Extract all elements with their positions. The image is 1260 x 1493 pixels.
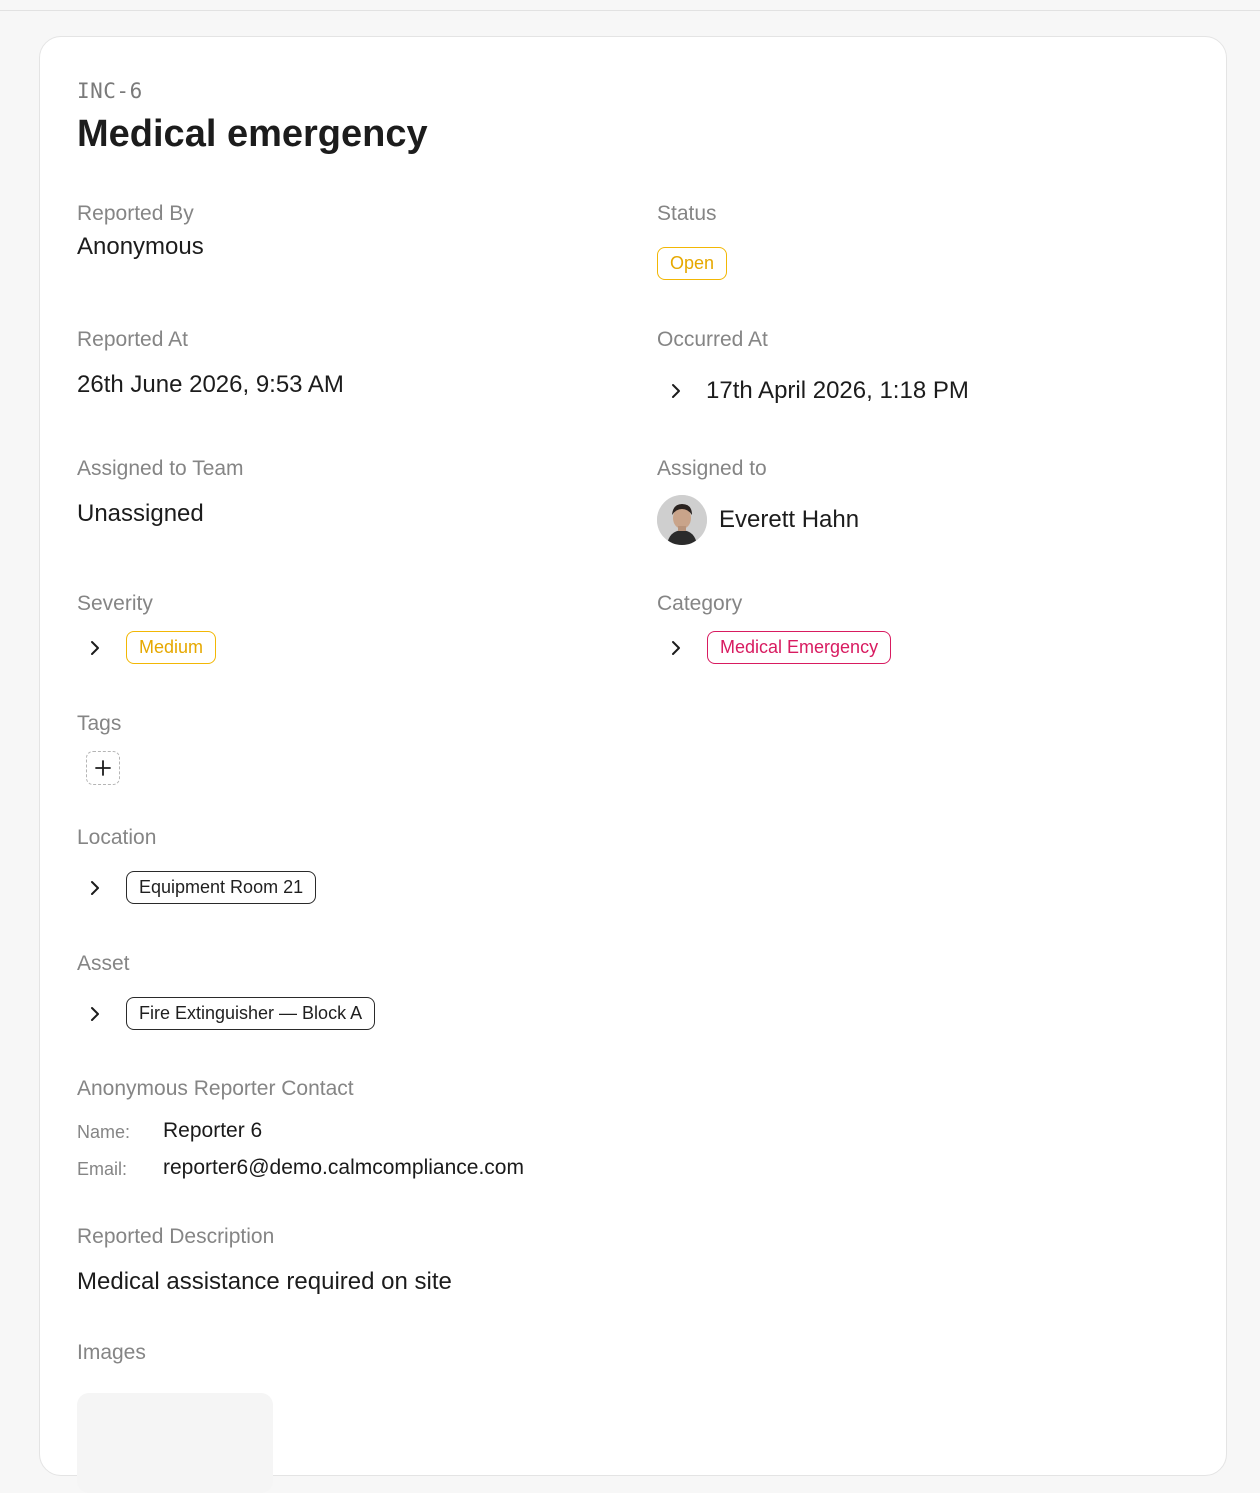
description-value: Medical assistance required on site <box>77 1268 452 1295</box>
tags-label: Tags <box>77 712 122 735</box>
reported-by-label: Reported By <box>77 202 194 225</box>
reported-at-label: Reported At <box>77 328 188 351</box>
reported-by-value: Anonymous <box>77 233 204 260</box>
assigned-team-value[interactable]: Unassigned <box>77 500 204 527</box>
asset-badge[interactable]: Fire Extinguisher — Block A <box>126 997 375 1030</box>
occurred-at-value[interactable]: 17th April 2026, 1:18 PM <box>706 377 969 404</box>
chevron-right-icon[interactable] <box>83 1002 107 1026</box>
reporter-name-label: Name: <box>77 1122 131 1142</box>
occurred-at-label: Occurred At <box>657 328 768 351</box>
top-bar <box>0 0 1260 11</box>
location-badge[interactable]: Equipment Room 21 <box>126 871 316 904</box>
reporter-contact-label: Anonymous Reporter Contact <box>77 1077 354 1100</box>
status-badge[interactable]: Open <box>657 247 727 280</box>
chevron-right-icon[interactable] <box>83 876 107 900</box>
images-label: Images <box>77 1341 146 1364</box>
location-label: Location <box>77 826 157 849</box>
chevron-right-icon[interactable] <box>664 636 688 660</box>
chevron-right-icon[interactable] <box>83 636 107 660</box>
reporter-email-label: Email: <box>77 1159 128 1179</box>
asset-label: Asset <box>77 952 130 975</box>
chevron-right-icon[interactable] <box>664 379 688 403</box>
reported-at-value: 26th June 2026, 9:53 AM <box>77 371 344 398</box>
assigned-to-label: Assigned to <box>657 457 767 480</box>
severity-label: Severity <box>77 592 153 615</box>
description-label: Reported Description <box>77 1225 275 1248</box>
add-tag-button[interactable] <box>86 751 120 785</box>
incident-card <box>39 36 1227 1476</box>
category-label: Category <box>657 592 743 615</box>
reporter-email-value[interactable]: reporter6@demo.calmcompliance.com <box>163 1156 524 1179</box>
assigned-to-value[interactable]: Everett Hahn <box>719 506 860 533</box>
category-badge[interactable]: Medical Emergency <box>707 631 891 664</box>
incident-id: INC-6 <box>77 79 143 103</box>
severity-badge[interactable]: Medium <box>126 631 216 664</box>
reporter-name-value: Reporter 6 <box>163 1119 263 1142</box>
assigned-team-label: Assigned to Team <box>77 457 244 480</box>
avatar <box>657 495 707 545</box>
status-label: Status <box>657 202 717 225</box>
plus-icon <box>93 758 113 778</box>
image-thumbnail[interactable] <box>77 1393 273 1493</box>
incident-title: Medical emergency <box>77 113 428 155</box>
